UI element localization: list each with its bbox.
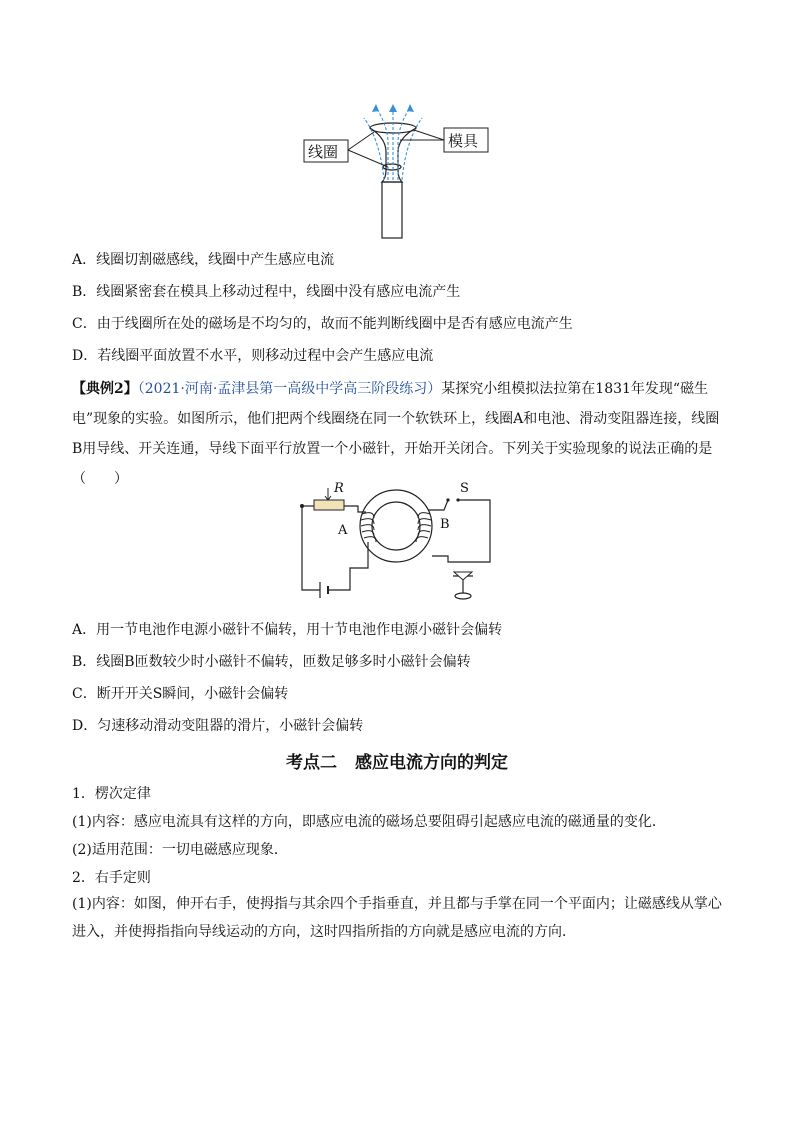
item2-content: (1)内容：如图，伸开右手，使拇指与其余四个手指垂直，并且都与手掌在同一个平面内；让磁感线从掌心进入，并使拇指指向导线运动的方向，这时四指所指的方向就是感应电流的方向． — [72, 896, 722, 940]
section-heading — [0, 752, 794, 774]
coil-a-windings — [361, 513, 376, 542]
example2-text: 某探究小组模拟法拉第在1831年发现“磁生电”现象的实验。如图所示，他们把两个线圈绕在同一个软铁环上，线圈A和电池、滑动变阻器连接，线圈B用导线、开关连通，导线下面平行放置一个小磁针，开始开关闭合。下列关于实验现象的说法正确的是（ ） — [72, 381, 720, 487]
rheostat — [314, 500, 344, 510]
q2-option-d: D．匀速移动滑动变阻器的滑片，小磁针会偏转 — [72, 718, 364, 734]
item1-scope: (2)适用范围：一切电磁感应现象． — [72, 842, 288, 858]
example2-stem — [72, 374, 724, 494]
iron-ring-inner — [372, 502, 420, 550]
q1-option-b: B．线圈紧密套在模具上移动过程中，线圈中没有感应电流产生 — [72, 284, 461, 300]
field-arrowheads — [372, 104, 414, 112]
q1-option-c: C．由于线圈所在处的磁场是不均匀的，故而不能判断线圈中是否有感应电流产生 — [72, 316, 573, 332]
q1-option-d: D．若线圈平面放置不水平，则移动过程中会产生感应电流 — [72, 348, 434, 364]
rheostat-slider — [325, 488, 331, 500]
item1-title: 1．楞次定律 — [72, 786, 151, 802]
label-b: B — [440, 517, 450, 532]
coil-label: 线圈 — [308, 143, 339, 161]
iron-ring-outer — [360, 490, 432, 562]
example2-prefix: 【典例2】 — [72, 381, 138, 397]
q2-option-a: A．用一节电池作电源小磁针不偏转，用十节电池作电源小磁针会偏转 — [72, 622, 503, 638]
field-lines — [364, 108, 422, 180]
label-a: A — [338, 523, 348, 538]
circuit-figure — [298, 478, 498, 608]
bar-magnet — [382, 182, 402, 238]
q2-option-b: B．线圈B匝数较少时小磁针不偏转，匝数足够多时小磁针会偏转 — [72, 654, 471, 670]
item1-content: (1)内容：感应电流具有这样的方向，即感应电流的磁场总要阻碍引起感应电流的磁通量的变化． — [72, 814, 666, 830]
q1-option-a: A．线圈切割磁感线，线圈中产生感应电流 — [72, 252, 335, 268]
label-s: S — [460, 481, 469, 496]
coil-mold-figure — [300, 100, 500, 240]
section-heading-number: 考点二 — [286, 753, 337, 773]
example2-source: （2021·河南·孟津县第一高级中学高三阶段练习） — [137, 381, 442, 397]
q2-option-c: C．断开开关S瞬间，小磁针会偏转 — [72, 686, 289, 702]
section-heading-title: 感应电流方向的判定 — [355, 753, 508, 773]
label-r: R — [334, 481, 344, 496]
item2-title: 2．右手定则 — [72, 870, 151, 886]
coil-b-windings — [416, 513, 431, 542]
mold-label: 模具 — [448, 132, 479, 150]
